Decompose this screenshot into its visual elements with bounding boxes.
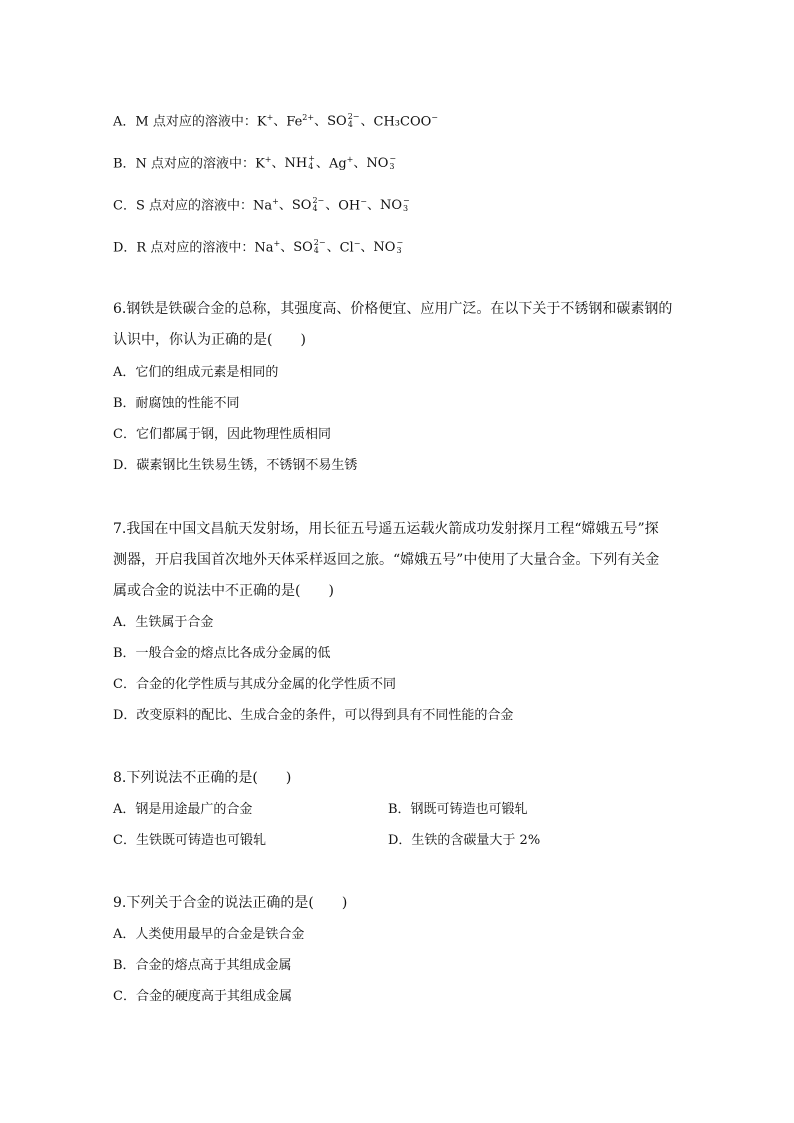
ion-separator: 、 [325, 198, 339, 214]
ion-formula [327, 113, 360, 131]
ion-base: Fe [286, 114, 303, 130]
q9-option-a: A．人类使用最早的合金是铁合金 [113, 927, 305, 942]
ion-list [256, 111, 438, 130]
ion-separator: 、 [360, 114, 374, 130]
ion-formula [254, 235, 280, 257]
ion-separator: 、 [314, 114, 328, 130]
q7-stem-line1: 7.我国在中国文昌航天发射场，用长征五号遥五运载火箭成功发射探月工程“嫦娥五号”探 [113, 521, 659, 537]
ion-formula [373, 239, 404, 257]
ion-charge: − [389, 153, 397, 163]
q9-stem: 9.下列关于合金的说法正确的是( ) [113, 895, 348, 911]
ion-base: NO [373, 240, 396, 256]
ion-base: OH [338, 198, 361, 214]
q6-option-c: C．它们都属于钢，因此物理性质相同 [113, 427, 331, 442]
ion-charge: 2− [347, 111, 360, 121]
option-label: B．N 点对应的溶液中： [113, 156, 256, 172]
ion-charge: − [360, 197, 367, 206]
ion-charge: − [431, 113, 438, 122]
ion-base: NO [379, 198, 403, 214]
ion-base: CH₃COO [373, 114, 432, 130]
q5-option-b [113, 151, 397, 173]
ion-formula [257, 109, 273, 131]
ion-charge: + [272, 197, 279, 206]
ion-base: Cl [339, 240, 354, 256]
ion-subscript: 4 [312, 203, 318, 213]
ion-base: SO [293, 240, 313, 256]
ion-charge: + [273, 239, 281, 248]
q9-option-b: B．合金的熔点高于其组成金属 [113, 958, 292, 973]
q7-option-b: B．一般合金的熔点比各成分金属的低 [113, 646, 331, 661]
option-label: C．S 点对应的溶液中： [113, 198, 253, 214]
ion-charge: 2− [312, 195, 325, 205]
ion-charge-stack [389, 155, 396, 171]
ion-base: SO [327, 114, 347, 130]
ion-formula [366, 155, 397, 173]
ion-separator: 、 [326, 240, 340, 256]
q9-option-c: C．合金的硬度高于其组成金属 [113, 989, 292, 1004]
ion-charge: + [264, 155, 272, 164]
ion-formula [293, 239, 326, 257]
ion-separator: 、 [271, 156, 285, 172]
ion-separator: 、 [273, 114, 287, 130]
ion-charge: + [266, 113, 274, 122]
ion-formula [292, 197, 325, 215]
q8-option-b: B．钢既可铸造也可锻轧 [388, 802, 528, 817]
q8-stem: 8.下列说法不正确的是( ) [113, 770, 292, 786]
q7-option-a: A．生铁属于合金 [113, 615, 214, 630]
ion-subscript: 3 [403, 203, 409, 213]
ion-base: NH [284, 156, 308, 172]
q6-option-d: D．碳素钢比生铁易生锈，不锈钢不易生锈 [113, 458, 358, 473]
ion-charge-stack [403, 197, 410, 213]
q6-option-a: A．它们的组成元素是相同的 [113, 365, 279, 380]
q5-option-a [113, 109, 438, 131]
q6-stem-line1: 6.钢铁是铁碳合金的总称，其强度高、价格便宜、应用广泛。在以下关于不锈钢和碳素钢的 [113, 301, 673, 317]
ion-charge-stack [308, 155, 315, 171]
ion-charge: + [346, 155, 354, 164]
ion-charge: 2− [313, 237, 326, 247]
ion-base: Na [253, 198, 273, 214]
ion-charge-stack [396, 239, 403, 255]
q8-option-c: C．生铁既可铸造也可锻轧 [113, 833, 266, 848]
ion-formula [374, 109, 438, 131]
ion-separator: 、 [353, 156, 367, 172]
ion-base: Ag [328, 156, 347, 172]
ion-formula [286, 109, 314, 131]
ion-subscript: 4 [313, 245, 319, 255]
q8-option-d: D．生铁的含碳量大于 2% [388, 833, 541, 848]
q7-option-c: C．合金的化学性质与其成分金属的化学性质不同 [113, 677, 396, 692]
q6-stem-line2: 认识中，你认为正确的是( ) [113, 332, 306, 348]
ion-base: Na [254, 240, 274, 256]
q5-option-c [113, 193, 411, 215]
ion-list [254, 237, 404, 256]
ion-separator: 、 [366, 198, 380, 214]
ion-charge: − [353, 239, 361, 248]
q6-option-b: B．耐腐蚀的性能不同 [113, 396, 240, 411]
ion-list [253, 195, 411, 214]
ion-charge: − [396, 237, 404, 247]
ion-base: SO [291, 198, 312, 214]
ion-charge: 2+ [302, 113, 315, 122]
q7-stem-line3: 属或合金的说法中不正确的是( ) [113, 583, 334, 599]
ion-base: NO [366, 156, 389, 172]
ion-formula [340, 235, 361, 257]
ion-separator: 、 [278, 198, 292, 214]
option-label: D．R 点对应的溶液中： [113, 240, 255, 256]
ion-formula [253, 193, 279, 215]
ion-separator: 、 [280, 240, 294, 256]
ion-list [255, 153, 397, 172]
q8-option-a: A．钢是用途最广的合金 [113, 802, 253, 817]
ion-base: K [255, 156, 265, 172]
ion-charge-stack [312, 197, 324, 213]
ion-separator: 、 [360, 240, 374, 256]
q7-stem-line2: 测器，开启我国首次地外天体采样返回之旅。“嫦娥五号”中使用了大量合金。下列有关金 [113, 552, 660, 568]
ion-charge: + [308, 153, 315, 163]
ion-formula [380, 197, 411, 215]
ion-base: K [256, 114, 267, 130]
ion-separator: 、 [315, 156, 329, 172]
ion-formula [285, 155, 316, 173]
ion-subscript: 3 [389, 161, 395, 171]
ion-formula [338, 193, 367, 215]
ion-charge-stack [314, 239, 326, 255]
q5-option-d [113, 235, 404, 257]
ion-charge: − [403, 195, 410, 205]
ion-charge-stack [348, 113, 360, 129]
ion-subscript: 3 [396, 245, 402, 255]
option-label: A．M 点对应的溶液中： [113, 114, 257, 130]
ion-subscript: 4 [308, 161, 314, 171]
ion-formula [255, 151, 271, 173]
ion-subscript: 4 [347, 119, 353, 129]
q7-option-d: D．改变原料的配比、生成合金的条件，可以得到具有不同性能的合金 [113, 708, 514, 723]
ion-formula [329, 151, 353, 173]
